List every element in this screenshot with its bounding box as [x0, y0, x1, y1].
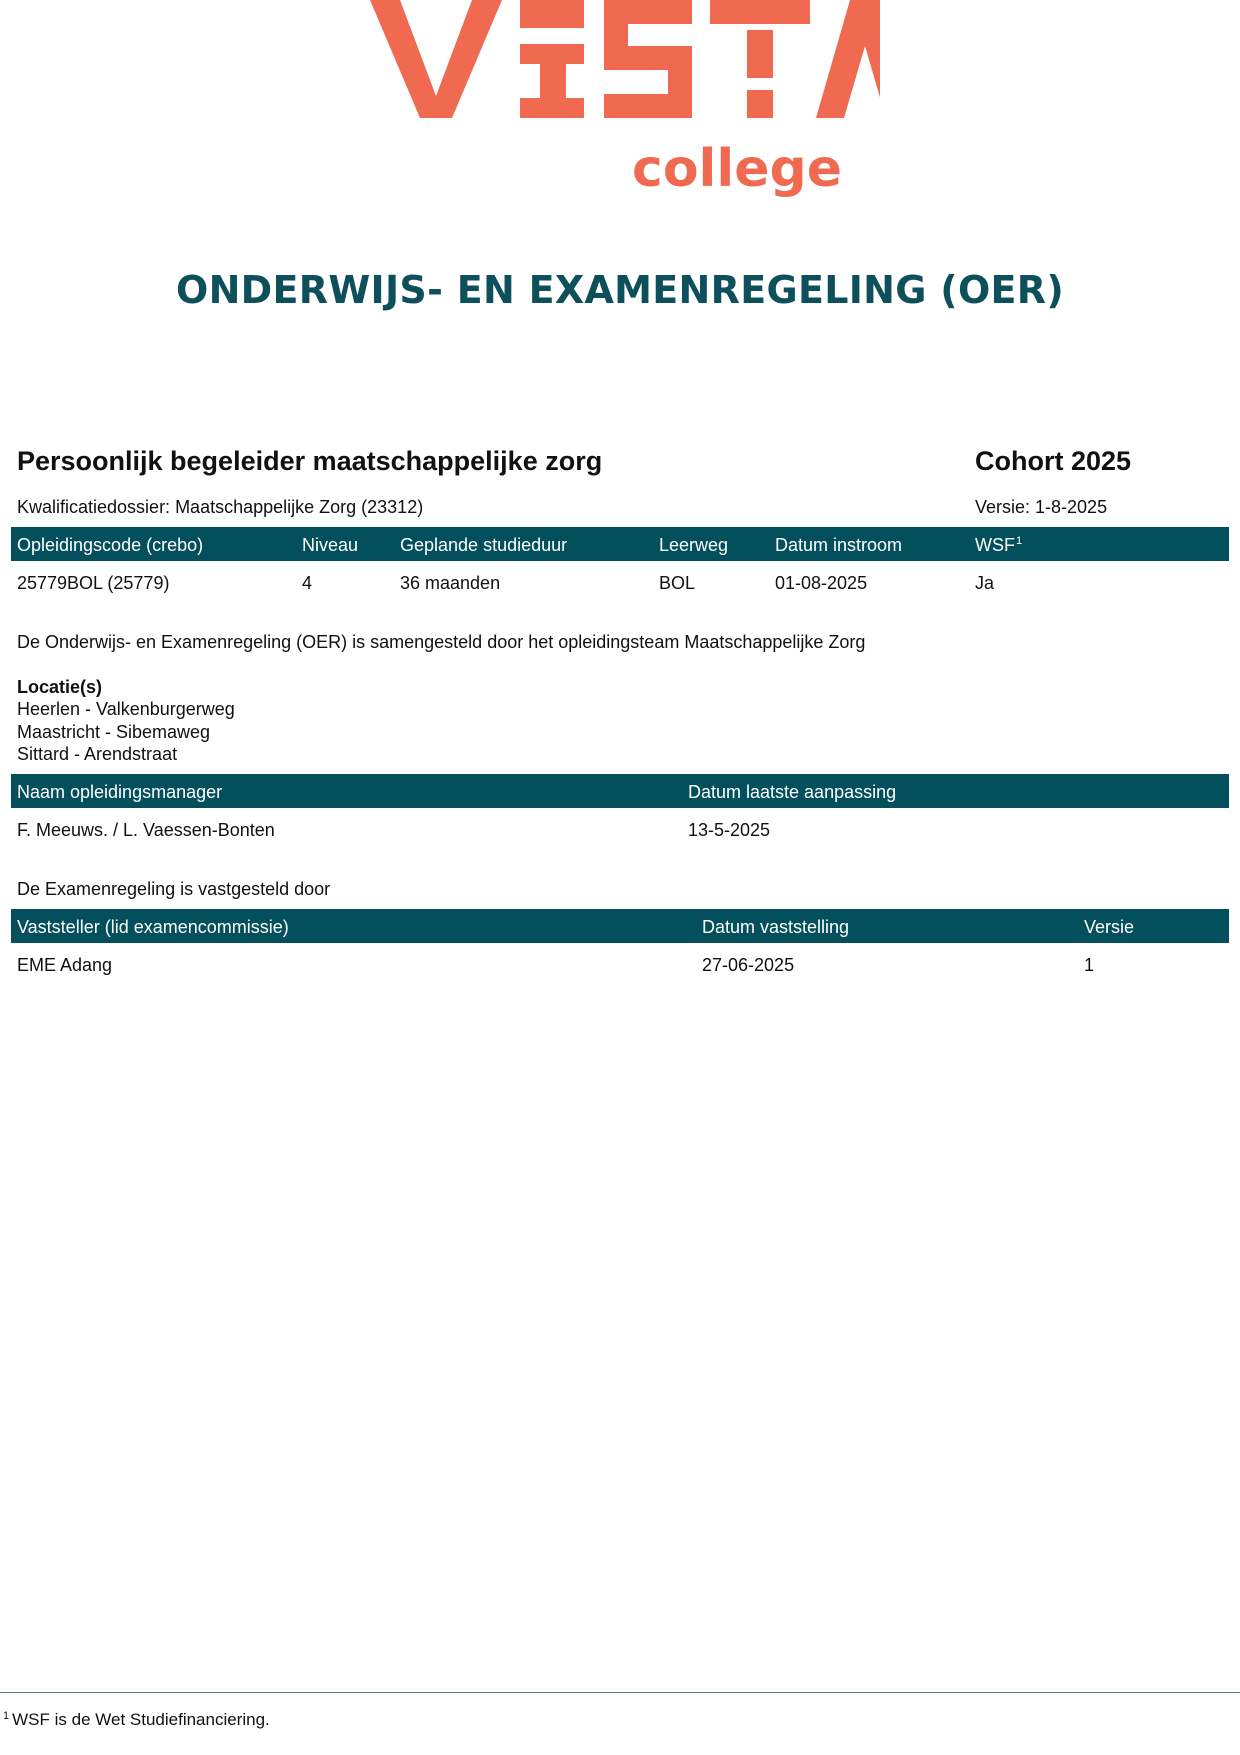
header-studieduur: Geplande studieduur — [400, 535, 568, 555]
exam-text: De Examenregeling is vastgesteld door — [17, 879, 331, 899]
location-item: Maastricht - Sibemaweg — [17, 722, 211, 742]
program-table-row — [11, 565, 1229, 599]
header-datum-aanpassing: Datum laatste aanpassing — [688, 782, 897, 802]
program-title: Persoonlijk begeleider maatschappelijke zorg — [17, 446, 603, 476]
kwalificatiedossier: Kwalificatiedossier: Maatschappelijke Zorg (23312) — [17, 497, 424, 517]
header-wsf — [975, 535, 1022, 556]
intro-text: De Onderwijs- en Examenregeling (OER) is samengesteld door het opleidingsteam Maatschappelijke Zorg — [17, 632, 866, 652]
exam-table-header — [11, 909, 1229, 943]
cell-leerweg: BOL — [659, 573, 696, 593]
header-niveau: Niveau — [302, 535, 359, 555]
footnote-divider — [0, 1692, 1240, 1693]
header-datum-instroom: Datum instroom — [775, 535, 903, 555]
cell-datum-instroom: 01-08-2025 — [775, 573, 868, 593]
header-datum-vaststelling: Datum vaststelling — [702, 917, 850, 937]
exam-table-row — [11, 947, 1229, 981]
cell-datum-vaststelling: 27-06-2025 — [702, 955, 795, 975]
header-opleidingsmanager: Naam opleidingsmanager — [17, 782, 223, 802]
header-vaststeller: Vaststeller (lid examencommissie) — [17, 917, 289, 937]
cell-studieduur: 36 maanden — [400, 573, 501, 593]
footnote-mark: 1 — [3, 1710, 10, 1722]
footnote — [2, 1710, 270, 1730]
logo-college-text: college — [632, 139, 842, 199]
footnote-reference[interactable]: 1 — [1016, 535, 1023, 547]
cell-wsf: Ja — [975, 573, 995, 593]
cell-niveau: 4 — [302, 573, 313, 593]
manager-table-header — [11, 774, 1229, 808]
cell-datum-aanpassing: 13-5-2025 — [688, 820, 771, 840]
location-item: Sittard - Arendstraat — [17, 744, 178, 764]
cohort-label: Cohort 2025 — [975, 446, 1132, 476]
cell-opleidingsmanager: F. Meeuws. / L. Vaessen-Bonten — [17, 820, 275, 840]
vista-college-logo — [370, 0, 880, 210]
header-versie: Versie — [1084, 917, 1135, 937]
header-leerweg: Leerweg — [659, 535, 729, 555]
document-title: ONDERWIJS- EN EXAMENREGELING (OER) — [175, 268, 1065, 312]
program-table-header — [11, 527, 1229, 561]
footnote-text: WSF is de Wet Studiefinanciering. — [12, 1710, 270, 1729]
header-opleidingscode: Opleidingscode (crebo) — [17, 535, 204, 555]
version-label: Versie: 1-8-2025 — [975, 497, 1108, 517]
manager-table-row — [11, 812, 1229, 846]
header-wsf-text: WSF — [975, 535, 1015, 555]
cell-vaststeller: EME Adang — [17, 955, 113, 975]
locations-label: Locatie(s) — [17, 677, 103, 697]
location-item: Heerlen - Valkenburgerweg — [17, 699, 235, 719]
cell-opleidingscode: 25779BOL (25779) — [17, 573, 170, 593]
cell-versie: 1 — [1084, 955, 1095, 975]
